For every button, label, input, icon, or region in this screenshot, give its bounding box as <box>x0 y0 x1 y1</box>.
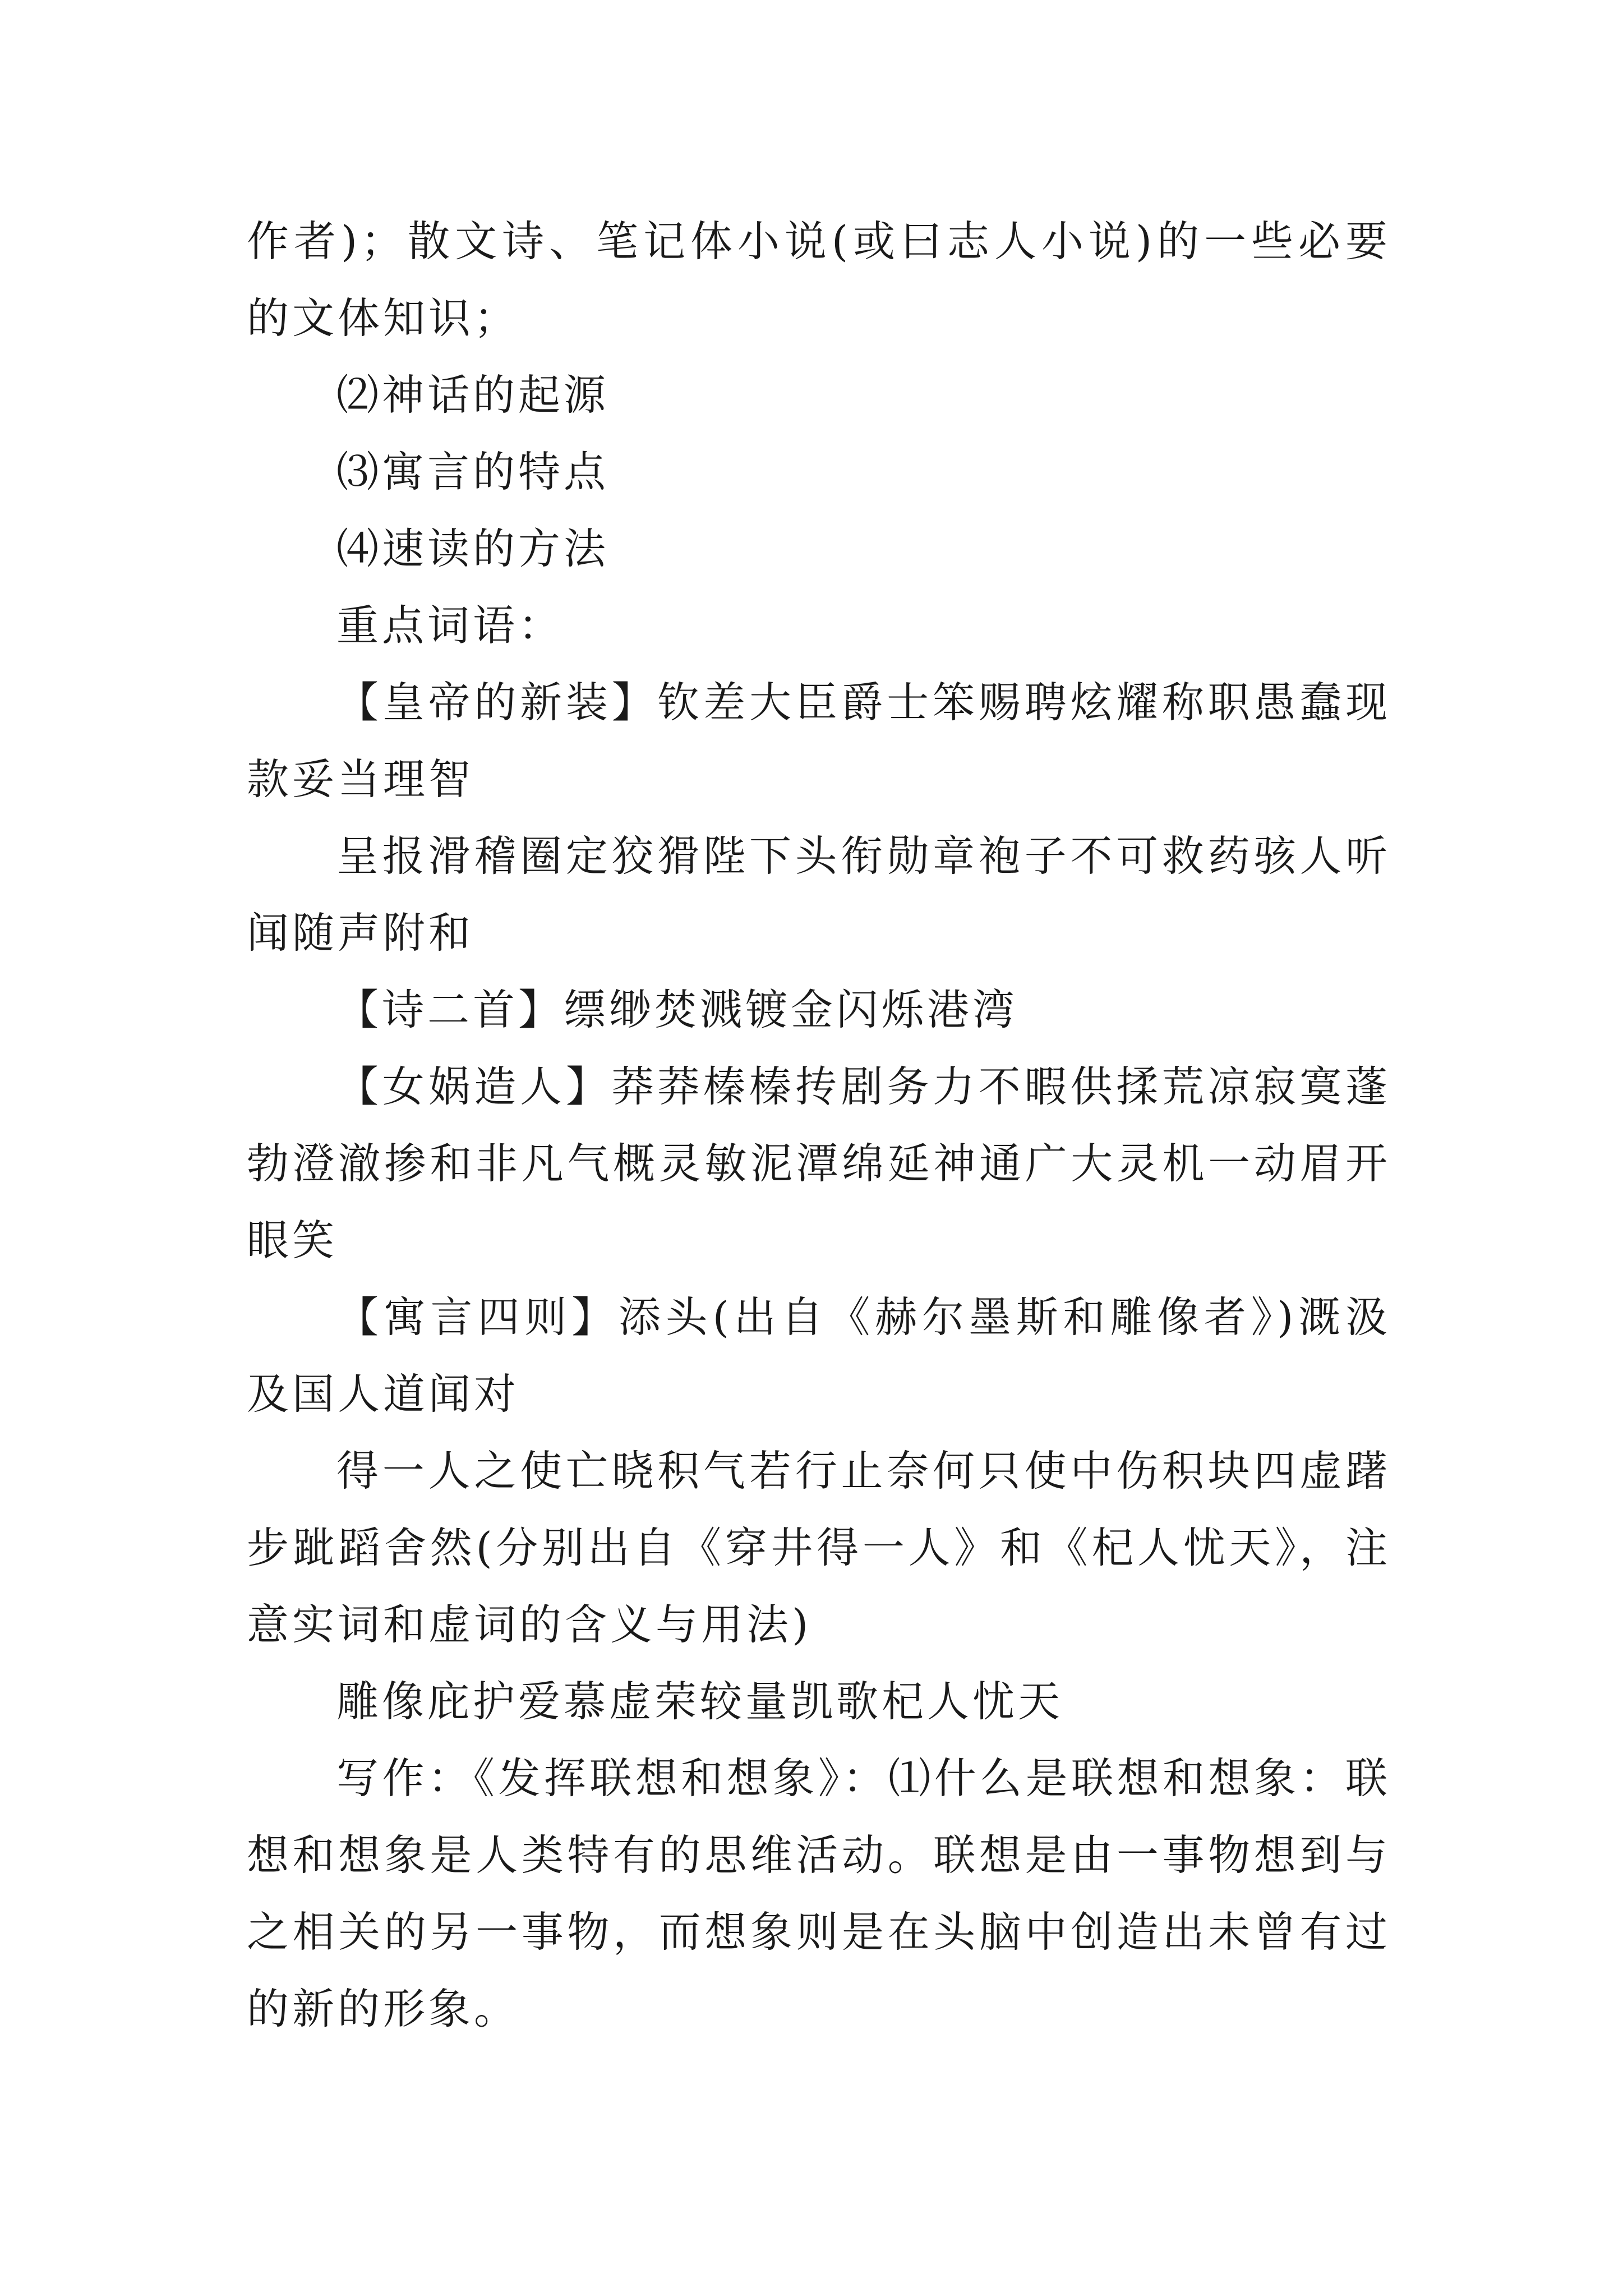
paragraph-nuwa: 【女娲造人】莽莽榛榛抟剧务力不暇供揉荒凉寂寞蓬勃澄澈掺和非凡气概灵敏泥潭绵延神通广大灵机一动眉开眼笑 <box>247 1062 1391 1265</box>
paragraph-fable-words: 得一人之使亡晓积气若行止奈何只使中伤积块四虚躇步跐蹈舍然(分别出自《穿井得一人》和《杞人忧天》，注意实词和虚词的含义与用法) <box>247 1446 1391 1649</box>
paragraph-four-fables: 【寓言四则】添头(出自《赫尔墨斯和雕像者》)溉汲及国人道闻对 <box>247 1292 1391 1419</box>
paragraph-emperor-words-2: 呈报滑稽圈定狡猾陛下头衔勋章袍子不可救药骇人听闻随声附和 <box>247 831 1391 958</box>
paragraph-writing: 写作：《发挥联想和想象》：⑴什么是联想和想象：联想和想象是人类特有的思维活动。联想是由一事物想到与之相关的另一事物，而想象则是在头脑中创造出未曾有过的新的形象。 <box>247 1754 1391 2033</box>
paragraph-genre-knowledge: 作者)；散文诗、笔记体小说(或曰志人小说)的一些必要的文体知识； <box>247 217 1391 343</box>
list-item-speed-reading: ⑷速读的方法 <box>336 524 610 573</box>
list-item-fable-features: ⑶寓言的特点 <box>336 447 610 496</box>
paragraph-statue-words: 雕像庇护爱慕虚荣较量凯歌杞人忧天 <box>336 1677 1064 1726</box>
heading-key-words: 重点词语： <box>336 601 564 650</box>
paragraph-emperor-new-clothes: 【皇帝的新装】钦差大臣爵士笨赐聘炫耀称职愚蠢现款妥当理智 <box>247 678 1391 804</box>
document-body <box>247 203 1391 2047</box>
list-item-myth-origin: ⑵神话的起源 <box>336 370 610 420</box>
paragraph-two-poems: 【诗二首】缥缈焚溅镀金闪烁港湾 <box>336 985 1018 1034</box>
